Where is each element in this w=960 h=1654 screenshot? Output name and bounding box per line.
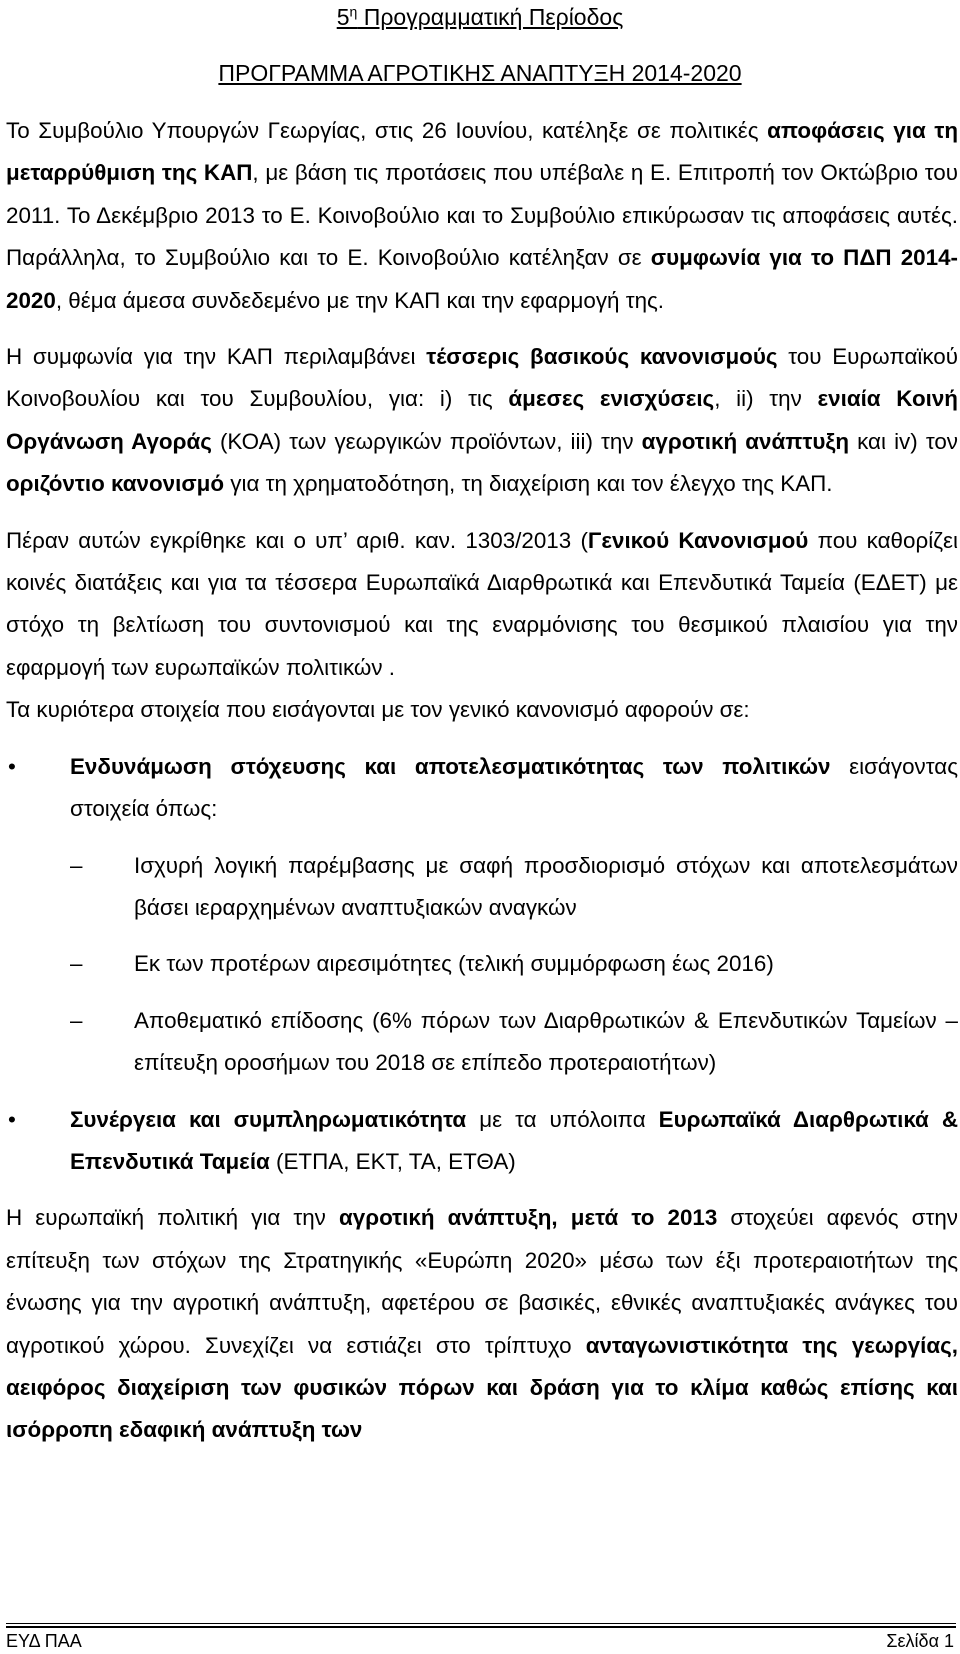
text-run: , ii) την [714,386,818,412]
text-run: Εκ των προτέρων αιρεσιμότητες (τελική συμμόρφωση έως 2016) [134,951,774,977]
document-body [6,110,958,1466]
footer-organization: ΕΥΔ ΠΑΑ [6,1631,82,1651]
bold-run: άμεσες ενισχύσεις [508,386,715,412]
bold-run: Ενδυνάμωση στόχευσης και αποτελεσματικότητας των πολιτικών [70,753,831,779]
bold-run: Ευρωπαϊκά Διαρθρωτικά & Επενδυτικά Ταμεία [70,1106,958,1174]
bold-run: αγροτική ανάπτυξη [641,428,850,454]
bold-run: ανταγωνιστικότητα της γεωργίας, αειφόρος διαχείριση των φυσικών πόρων και δράση για το κλίμα καθώς επίσης και ισόρροπη εδαφική ανάπτυξη των [6,1332,958,1443]
bold-run: αγροτική ανάπτυξη, μετά το 2013 [339,1205,718,1231]
dash-item-performance-reserve [6,1000,958,1085]
bullet-item-targeting [6,746,958,831]
text-run: Ισχυρή λογική παρέμβασης με σαφή προσδιορισμό στόχων και αποτελεσμάτων βάσει ιεραρχημένων αναπτυξιακών αναγκών [134,852,958,920]
bold-run: ενιαία Κοινή Οργάνωση Αγοράς [6,386,958,454]
footer-divider [6,1623,956,1624]
bold-run: αποφάσεις για τη μεταρρύθμιση της ΚΑΠ [6,118,958,186]
text-run: στοχεύει αφενός στην επίτευξη των στόχων της Στρατηγικής «Ευρώπη 2020» μέσω των έξι προτεραιοτήτων της ένωσης για την αγροτική ανάπτυξη, αφετέρου σε βασικές, εθνικές αναπτυξιακές ανάγκες του αγροτικού χώρου. Συνεχίζει να εστιάζει στο τρίπτυχο [6,1205,958,1358]
bullet-marker: • [8,1106,16,1132]
bold-run: Συνέργεια και συμπληρωματικότητα [70,1106,467,1132]
bullet-item-synergy [6,1099,958,1184]
text-run: του Ευρωπαϊκού Κοινοβουλίου και του Συμβουλίου, για: i) τις [6,344,958,412]
text-run: Αποθεματικό επίδοσης (6% πόρων των Διαρθρωτικών & Επενδυτικών Ταμείων – επίτευξη οροσήμων του 2018 σε επίπεδο προτεραιοτήτων) [134,1007,958,1076]
dash-item-intervention-logic [6,845,958,930]
footer-page-number: Σελίδα 1 [886,1631,954,1651]
text-run: Πέραν αυτών εγκρίθηκε και ο υπ’ αριθ. καν. 1303/2013 ( [6,527,588,553]
paragraph-main-elements-intro: Τα κυριότερα στοιχεία που εισάγονται με τον γενικό κανονισμό αφορούν σε: [6,697,750,723]
bold-run: Γενικού Κανονισμού [587,527,809,553]
paragraph-cap-reform [6,110,958,322]
period-number: 5 [336,4,350,30]
footer-divider-thick [6,1626,956,1628]
text-run: (ΕΤΠΑ, ΕΚΤ, ΤΑ, ΕΤΘΑ) [269,1148,516,1174]
program-title: ΠΡΟΓΡΑΜΜΑ ΑΓΡΟΤΙΚΗΣ ΑΝΑΠΤΥΞΗ 2014-2020 [218,60,742,86]
period-heading-text: Προγραμματική Περίοδος [357,4,624,30]
text-run: με τα υπόλοιπα [466,1106,659,1132]
text-run: εισάγοντας στοιχεία όπως: [70,753,958,822]
text-run: για τη χρηματοδότηση, τη διαχείριση και τον έλεγχο της ΚΑΠ. [224,471,833,497]
paragraph-general-regulation [6,520,958,690]
text-run: (ΚΟΑ) των γεωργικών προϊόντων, iii) την [211,428,642,454]
text-run: που καθορίζει κοινές διατάξεις και για τα τέσσερα Ευρωπαϊκά Διαρθρωτικά και Επενδυτικά Ταμεία (ΕΔΕΤ) με στόχο τη βελτίωση του συντονισμού και της εναρμόνισης του θεσμικού πλαισίου για την εφαρμογή των ευρωπαϊκών πολιτικών . [6,527,958,680]
bold-run: συμφωνία για το ΠΔΠ 2014-2020 [6,245,958,313]
text-run: , με βάση τις προτάσεις που υπέβαλε η Ε. Επιτροπή τον Οκτώβριο του 2011. Το Δεκέμβριο 2013 το Ε. Κοινοβούλιο και το Συμβούλιο επικύρωσαν τις αποφάσεις αυτές. Παράλληλα, το Συμβούλιο και το Ε. Κοινοβούλιο κατέληξαν σε [6,160,958,271]
text-run: Η ευρωπαϊκή πολιτική για την [6,1205,339,1231]
text-run: και iv) τον [849,428,958,454]
dash-marker: – [70,852,83,878]
paragraph-rural-development-policy [6,1197,958,1451]
text-run: Η συμφωνία για την ΚΑΠ περιλαμβάνει [6,344,427,370]
bold-run: τέσσερις βασικούς κανονισμούς [426,344,778,370]
dash-item-conditionalities [6,943,958,985]
period-superscript: η [349,3,358,20]
bullet-marker: • [8,753,16,779]
paragraph-cap-regulations [6,336,958,506]
period-heading [0,0,960,34]
text-run: , θέμα άμεσα συνδεδεμένο με την ΚΑΠ και την εφαρμογή της. [55,287,665,313]
dash-marker: – [70,951,83,977]
dash-marker: – [70,1007,83,1033]
bold-run: οριζόντιο κανονισμό [6,471,225,497]
text-run: Το Συμβούλιο Υπουργών Γεωργίας, στις 26 Ιουνίου, κατέληξε σε πολιτικές [6,118,768,143]
